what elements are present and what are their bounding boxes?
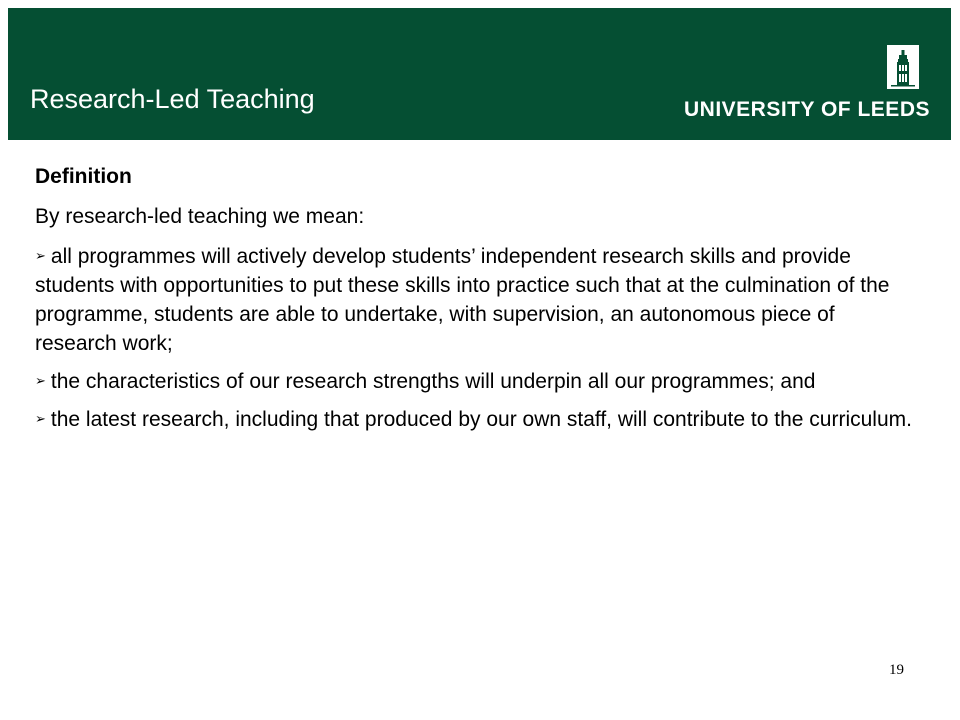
slide-title: Research-Led Teaching	[30, 84, 315, 114]
page-number: 19	[889, 662, 904, 678]
bullet-text: the latest research, including that produced by our own staff, will contribute to the curriculum.	[50, 408, 912, 431]
header-banner	[8, 8, 951, 140]
university-name: UNIVERSITY OF LEEDS	[684, 98, 930, 121]
arrowhead-bullet-icon: ➢	[35, 411, 46, 426]
arrowhead-bullet-icon: ➢	[35, 373, 46, 388]
bullet-item	[35, 405, 915, 434]
university-logo	[684, 45, 932, 127]
bullet-text: the characteristics of our research strengths will underpin all our programmes; and	[50, 370, 816, 393]
bullet-item	[35, 367, 915, 396]
intro-text: By research-led teaching we mean:	[35, 205, 365, 228]
bullet-text: all programmes will actively develop students’ independent research skills and provide students with opportunities to put these skills into practice such that at the culmination of the programme, students are able to undertake, with supervision, an autonomous piece of research work;	[35, 245, 890, 355]
leeds-parkinson-tower-logo-icon	[887, 45, 919, 89]
arrowhead-bullet-icon: ➢	[35, 248, 46, 263]
definition-heading: Definition	[35, 165, 132, 188]
slide-body	[35, 162, 915, 443]
bullet-item	[35, 242, 915, 358]
